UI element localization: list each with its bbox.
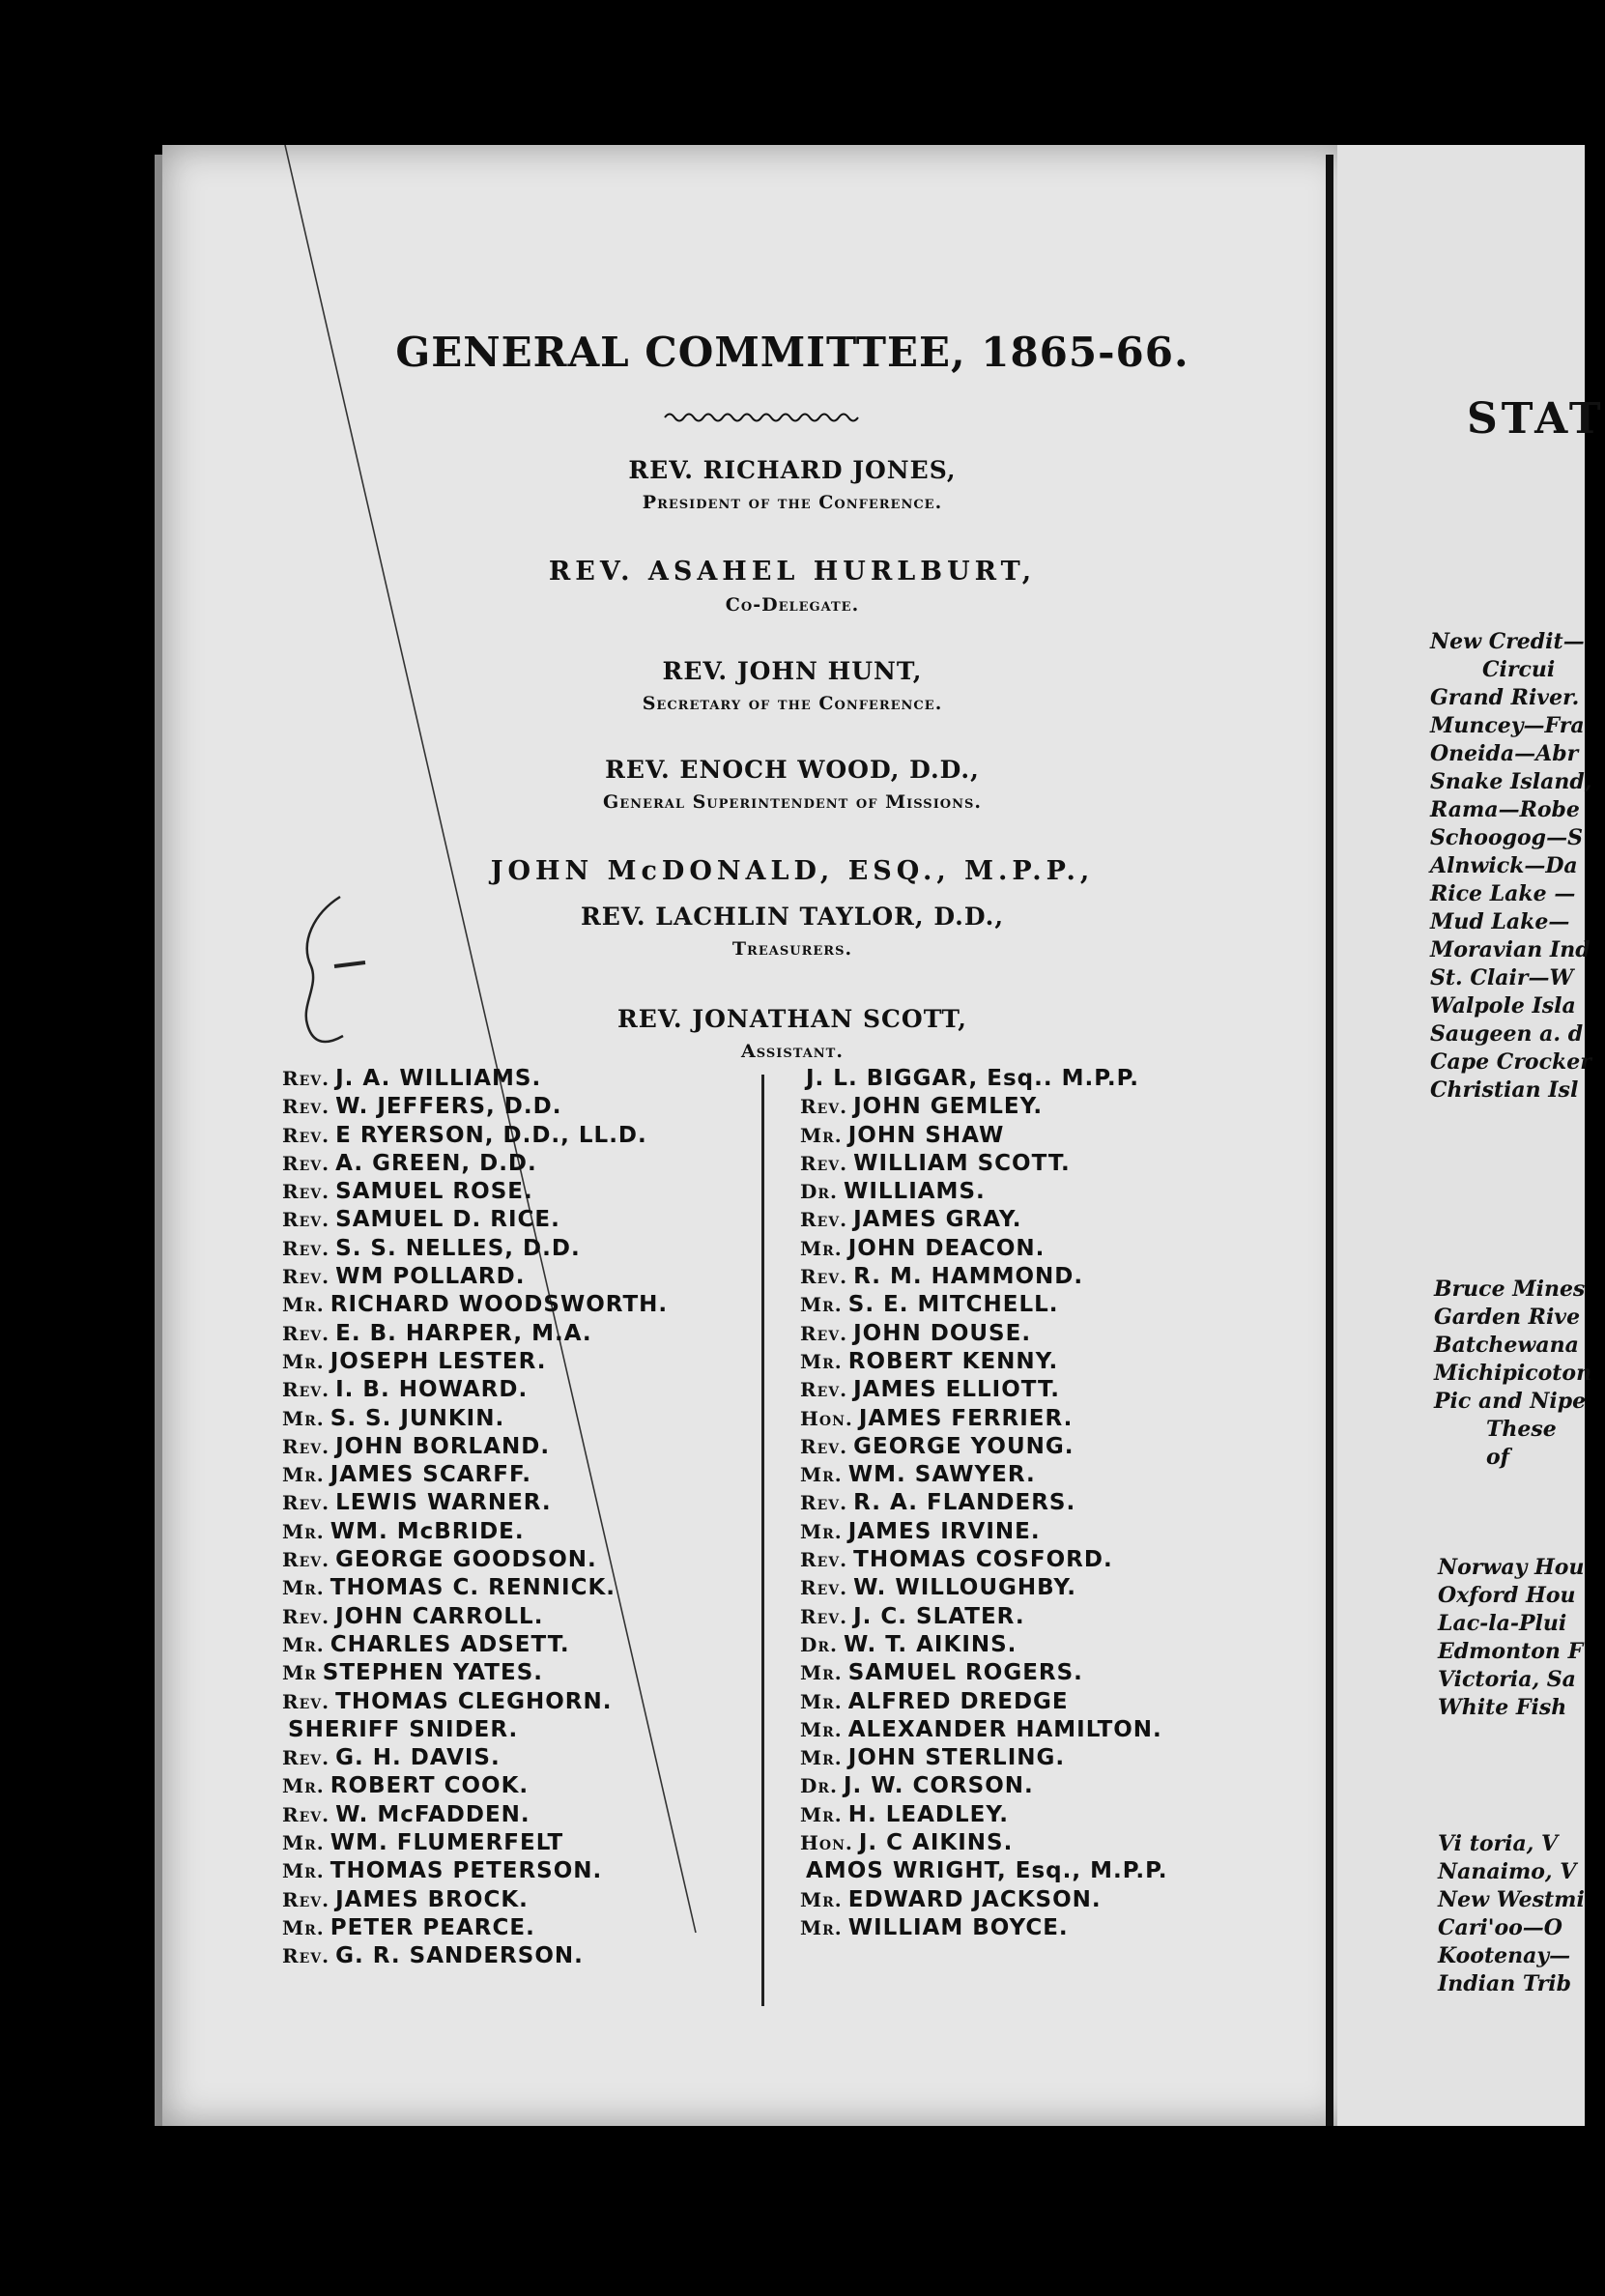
member-entry bbox=[282, 1122, 765, 1150]
member-entry bbox=[800, 1546, 1303, 1574]
member-title: Rev. bbox=[282, 1689, 330, 1713]
right-page-entry: Christian Isl bbox=[1430, 1077, 1579, 1103]
officer-role: President of the Conference. bbox=[642, 492, 943, 513]
member-title: Mr. bbox=[282, 1349, 325, 1373]
right-page-entry: Victoria, Sa bbox=[1438, 1667, 1576, 1692]
member-entry bbox=[800, 1150, 1303, 1178]
member-title: Mr. bbox=[800, 1689, 843, 1713]
member-entry bbox=[282, 1348, 765, 1376]
member-entry bbox=[282, 1744, 765, 1772]
member-name: THOMAS PETERSON. bbox=[330, 1858, 603, 1884]
member-name: ALFRED DREDGE bbox=[847, 1688, 1069, 1714]
right-page-entry: of bbox=[1486, 1445, 1510, 1470]
officer-role: Treasurers. bbox=[731, 938, 853, 960]
member-title: Rev. bbox=[282, 1746, 330, 1770]
officer-name: REV. JOHN HUNT, bbox=[662, 657, 923, 685]
member-name: SHERIFF SNIDER. bbox=[288, 1716, 519, 1742]
member-entry bbox=[282, 1829, 765, 1857]
member-entry bbox=[800, 1772, 1303, 1800]
member-name: H. LEADLEY. bbox=[847, 1801, 1009, 1827]
member-title: Mr. bbox=[800, 1746, 843, 1770]
right-page-entry: Moravian Ind bbox=[1430, 937, 1591, 962]
member-title: Mr bbox=[282, 1661, 317, 1685]
right-page-entry: Cari'oo—O bbox=[1438, 1915, 1562, 1940]
member-name: JAMES FERRIER. bbox=[858, 1405, 1074, 1431]
member-entry bbox=[282, 1206, 765, 1234]
member-entry bbox=[282, 1150, 765, 1178]
member-name: W. WILLOUGHBY. bbox=[853, 1575, 1076, 1601]
member-entry bbox=[800, 1489, 1303, 1517]
member-name: JOHN DOUSE. bbox=[853, 1320, 1032, 1346]
member-title: Rev. bbox=[800, 1434, 848, 1458]
right-page-entry: Indian Trib bbox=[1438, 1971, 1572, 1996]
right-page-entry: Alnwick—Da bbox=[1430, 853, 1578, 878]
right-page-entry: Rama—Robe bbox=[1430, 797, 1580, 822]
member-name: RICHARD WOODSWORTH. bbox=[330, 1292, 669, 1318]
member-name: R. M. HAMMOND. bbox=[853, 1264, 1084, 1290]
member-title: Mr. bbox=[282, 1774, 325, 1798]
member-title: Rev. bbox=[800, 1265, 848, 1289]
right-page-entry: Garden Rive bbox=[1434, 1305, 1581, 1330]
right-page-entry: These bbox=[1486, 1417, 1557, 1442]
member-name: AMOS WRIGHT, Esq., M.P.P. bbox=[806, 1858, 1168, 1884]
member-entry bbox=[800, 1518, 1303, 1546]
right-page-entry: Cape Crocker bbox=[1430, 1049, 1591, 1075]
right-page-entry: Grand River. bbox=[1430, 685, 1580, 710]
member-title: Rev. bbox=[800, 1491, 848, 1515]
member-title: Mr. bbox=[282, 1859, 325, 1883]
member-entry bbox=[800, 1744, 1303, 1772]
member-title: Mr. bbox=[800, 1236, 843, 1260]
member-title: Rev. bbox=[282, 1887, 330, 1911]
member-title: Rev. bbox=[800, 1604, 848, 1628]
member-name: WM. SAWYER. bbox=[847, 1462, 1036, 1488]
right-page-entry: Lac-la-Plui bbox=[1438, 1611, 1567, 1636]
member-name: ROBERT COOK. bbox=[330, 1773, 530, 1799]
member-name: WILLIAM BOYCE. bbox=[847, 1914, 1069, 1940]
right-page-entry: Rice Lake — bbox=[1430, 881, 1576, 906]
member-entry bbox=[800, 1235, 1303, 1263]
member-entry bbox=[282, 1631, 765, 1659]
member-name: WILLIAMS. bbox=[843, 1179, 986, 1205]
member-name: JOHN GEMLEY. bbox=[853, 1094, 1044, 1120]
member-entry bbox=[800, 1065, 1303, 1093]
member-title: Mr. bbox=[282, 1293, 325, 1317]
member-entry bbox=[800, 1178, 1303, 1206]
member-name: JOSEPH LESTER. bbox=[330, 1348, 547, 1374]
member-title: Mr. bbox=[282, 1463, 325, 1487]
member-name: W. T. AIKINS. bbox=[843, 1631, 1017, 1657]
member-name: JOHN DEACON. bbox=[847, 1235, 1046, 1261]
member-title: Dr. bbox=[800, 1774, 838, 1798]
member-title: Rev. bbox=[800, 1576, 848, 1600]
member-name: JAMES SCARFF. bbox=[330, 1462, 532, 1488]
member-entry bbox=[800, 1291, 1303, 1319]
member-entry bbox=[800, 1263, 1303, 1291]
member-name: J. C AIKINS. bbox=[858, 1830, 1014, 1856]
officer-name: REV. ENOCH WOOD, D.D., bbox=[605, 756, 980, 784]
member-name: W. JEFFERS, D.D. bbox=[335, 1094, 562, 1120]
member-entry bbox=[282, 1886, 765, 1914]
member-name: JOHN CARROLL. bbox=[335, 1603, 544, 1629]
member-entry bbox=[282, 1235, 765, 1263]
member-entry bbox=[800, 1914, 1303, 1942]
member-entry bbox=[282, 1574, 765, 1602]
member-entry bbox=[282, 1801, 765, 1829]
member-name: EDWARD JACKSON. bbox=[847, 1886, 1102, 1912]
member-name: LEWIS WARNER. bbox=[335, 1490, 552, 1516]
member-name: J. L. BIGGAR, Esq.. M.P.P. bbox=[806, 1066, 1139, 1091]
member-title: Rev. bbox=[800, 1548, 848, 1572]
right-page-entry: Michipicoton bbox=[1434, 1361, 1592, 1386]
member-title: Mr. bbox=[800, 1123, 843, 1147]
right-page-entry: Batchewana bbox=[1434, 1333, 1579, 1358]
member-title: Rev. bbox=[282, 1265, 330, 1289]
right-page-entry: Saugeen a. d bbox=[1430, 1021, 1584, 1047]
member-name: JAMES ELLIOTT. bbox=[853, 1377, 1060, 1403]
member-title: Rev. bbox=[282, 1944, 330, 1968]
member-name: JOHN SHAW bbox=[847, 1122, 1005, 1148]
member-title: Mr. bbox=[800, 1349, 843, 1373]
member-title: Rev. bbox=[282, 1208, 330, 1232]
right-page-heading: STAT bbox=[1467, 394, 1605, 444]
right-page-entry: Muncey—Fra bbox=[1430, 713, 1585, 738]
member-entry bbox=[800, 1405, 1303, 1433]
member-name: PETER PEARCE. bbox=[330, 1914, 535, 1940]
member-entry bbox=[800, 1801, 1303, 1829]
member-title: Rev. bbox=[800, 1095, 848, 1119]
right-page-entry: Mud Lake— bbox=[1430, 909, 1570, 934]
members-column-left bbox=[282, 1065, 765, 1971]
member-entry bbox=[800, 1886, 1303, 1914]
member-entry bbox=[282, 1603, 765, 1631]
member-title: Dr. bbox=[800, 1632, 838, 1656]
member-title: Mr. bbox=[282, 1576, 325, 1600]
right-page-entry: White Fish bbox=[1438, 1695, 1567, 1720]
member-title: Rev. bbox=[282, 1067, 330, 1090]
member-title: Mr. bbox=[282, 1831, 325, 1855]
member-name: J. C. SLATER. bbox=[853, 1603, 1025, 1629]
member-name: E RYERSON, D.D., LL.D. bbox=[335, 1122, 647, 1148]
member-name: WM POLLARD. bbox=[335, 1264, 526, 1290]
member-entry bbox=[800, 1688, 1303, 1716]
member-entry bbox=[282, 1433, 765, 1461]
member-name: W. McFADDEN. bbox=[335, 1801, 530, 1827]
member-name: GEORGE YOUNG. bbox=[853, 1433, 1075, 1459]
member-name: J. W. CORSON. bbox=[843, 1773, 1034, 1799]
member-entry bbox=[800, 1603, 1303, 1631]
member-entry bbox=[282, 1291, 765, 1319]
member-title: Hon. bbox=[800, 1406, 853, 1430]
member-entry bbox=[282, 1489, 765, 1517]
member-entry bbox=[800, 1348, 1303, 1376]
member-name: S. E. MITCHELL. bbox=[847, 1292, 1059, 1318]
member-entry bbox=[800, 1631, 1303, 1659]
column-divider bbox=[761, 1075, 764, 2006]
officer-co-delegate bbox=[0, 557, 1585, 616]
member-title: Rev. bbox=[800, 1378, 848, 1402]
right-page-entry: New Westmi bbox=[1438, 1887, 1585, 1912]
member-title: Mr. bbox=[282, 1406, 325, 1430]
right-page-entry: Snake Island, bbox=[1430, 769, 1592, 794]
member-name: J. A. WILLIAMS. bbox=[335, 1066, 542, 1091]
member-entry bbox=[800, 1461, 1303, 1489]
page-title: GENERAL COMMITTEE, 1865-66. bbox=[395, 329, 1189, 376]
right-page-entry: Norway Hou bbox=[1438, 1555, 1585, 1580]
member-entry bbox=[282, 1716, 765, 1744]
right-page-entry: Pic and Nipe bbox=[1434, 1389, 1587, 1414]
member-title: Rev. bbox=[282, 1378, 330, 1402]
member-name: THOMAS CLEGHORN. bbox=[335, 1688, 613, 1714]
officer-role: General Superintendent of Missions. bbox=[603, 791, 982, 813]
right-page-entry: St. Clair—W bbox=[1430, 965, 1574, 990]
member-entry bbox=[800, 1829, 1303, 1857]
member-name: ALEXANDER HAMILTON. bbox=[847, 1716, 1162, 1742]
members-column-right bbox=[800, 1065, 1303, 1942]
member-entry bbox=[282, 1320, 765, 1348]
member-title: Rev. bbox=[282, 1491, 330, 1515]
member-title: Mr. bbox=[800, 1887, 843, 1911]
member-name: JAMES IRVINE. bbox=[847, 1518, 1041, 1544]
officer-name: JOHN McDONALD, ESQ., M.P.P., bbox=[490, 856, 1095, 886]
member-entry bbox=[282, 1688, 765, 1716]
member-name: G. R. SANDERSON. bbox=[335, 1943, 584, 1969]
member-name: SAMUEL ROGERS. bbox=[847, 1660, 1083, 1686]
member-name: E. B. HARPER, M.A. bbox=[335, 1320, 592, 1346]
member-entry bbox=[800, 1433, 1303, 1461]
member-name: CHARLES ADSETT. bbox=[330, 1631, 570, 1657]
member-title: Rev. bbox=[282, 1180, 330, 1204]
member-title: Rev. bbox=[282, 1095, 330, 1119]
officer-role: Assistant. bbox=[741, 1041, 844, 1062]
member-name: I. B. HOWARD. bbox=[335, 1377, 529, 1403]
officer-name: REV. LACHLIN TAYLOR, D.D., bbox=[580, 903, 1005, 931]
member-title: Rev. bbox=[800, 1151, 848, 1175]
member-title: Mr. bbox=[800, 1915, 843, 1939]
member-title: Rev. bbox=[282, 1321, 330, 1345]
member-entry bbox=[282, 1857, 765, 1885]
member-name: GEORGE GOODSON. bbox=[335, 1547, 597, 1573]
member-title: Mr. bbox=[282, 1519, 325, 1543]
right-page-entry: Walpole Isla bbox=[1430, 993, 1576, 1019]
member-name: WILLIAM SCOTT. bbox=[853, 1150, 1071, 1176]
officer-treasurer-1 bbox=[0, 856, 1585, 886]
right-page-entry: Bruce Mines bbox=[1434, 1277, 1586, 1302]
member-name: JOHN STERLING. bbox=[847, 1745, 1066, 1771]
member-entry bbox=[282, 1376, 765, 1404]
officer-treasurer-2 bbox=[0, 903, 1585, 960]
member-entry bbox=[282, 1772, 765, 1800]
member-entry bbox=[282, 1263, 765, 1291]
member-name: THOMAS COSFORD. bbox=[853, 1547, 1113, 1573]
member-entry bbox=[282, 1914, 765, 1942]
member-entry bbox=[800, 1320, 1303, 1348]
right-page-entry: Circui bbox=[1482, 657, 1556, 682]
member-title: Mr. bbox=[800, 1463, 843, 1487]
member-name: WM. McBRIDE. bbox=[330, 1518, 525, 1544]
member-name: JAMES GRAY. bbox=[853, 1207, 1022, 1233]
member-title: Mr. bbox=[282, 1915, 325, 1939]
officer-superintendent bbox=[0, 756, 1585, 813]
member-name: SAMUEL D. RICE. bbox=[335, 1207, 560, 1233]
member-title: Dr. bbox=[800, 1180, 838, 1204]
member-name: S. S. NELLES, D.D. bbox=[335, 1235, 581, 1261]
member-name: JOHN BORLAND. bbox=[335, 1433, 551, 1459]
member-entry bbox=[800, 1206, 1303, 1234]
member-title: Mr. bbox=[800, 1519, 843, 1543]
member-title: Mr. bbox=[282, 1632, 325, 1656]
title-ornament bbox=[665, 410, 858, 425]
member-entry bbox=[800, 1574, 1303, 1602]
member-name: ROBERT KENNY. bbox=[847, 1348, 1059, 1374]
member-title: Mr. bbox=[800, 1717, 843, 1741]
member-title: Rev. bbox=[282, 1604, 330, 1628]
member-name: STEPHEN YATES. bbox=[322, 1660, 543, 1686]
member-title: Rev. bbox=[282, 1236, 330, 1260]
member-entry bbox=[282, 1065, 765, 1093]
member-entry bbox=[282, 1093, 765, 1121]
member-title: Mr. bbox=[800, 1802, 843, 1826]
member-name: WM. FLUMERFELT bbox=[330, 1830, 564, 1856]
member-title: Rev. bbox=[282, 1548, 330, 1572]
member-title: Mr. bbox=[800, 1661, 843, 1685]
member-entry bbox=[282, 1518, 765, 1546]
right-page-entry: Nanaimo, V bbox=[1438, 1859, 1577, 1884]
member-title: Rev. bbox=[282, 1151, 330, 1175]
member-name: SAMUEL ROSE. bbox=[335, 1179, 533, 1205]
member-title: Hon. bbox=[800, 1831, 853, 1855]
member-title: Mr. bbox=[800, 1293, 843, 1317]
member-name: S. S. JUNKIN. bbox=[330, 1405, 505, 1431]
officer-secretary bbox=[0, 657, 1585, 714]
right-page-entry: Oxford Hou bbox=[1438, 1583, 1576, 1608]
member-entry bbox=[800, 1857, 1303, 1885]
member-title: Rev. bbox=[282, 1802, 330, 1826]
member-name: G. H. DAVIS. bbox=[335, 1745, 501, 1771]
member-name: JAMES BROCK. bbox=[335, 1886, 529, 1912]
member-entry bbox=[282, 1659, 765, 1687]
right-page-entry: Schoogog—S bbox=[1430, 825, 1583, 850]
member-title: Rev. bbox=[800, 1208, 848, 1232]
officer-president bbox=[0, 456, 1585, 513]
member-title: Rev. bbox=[800, 1321, 848, 1345]
right-page-entry: Edmonton F bbox=[1438, 1639, 1584, 1664]
officer-role: Co-Delegate. bbox=[725, 594, 860, 616]
officer-assistant bbox=[0, 1005, 1585, 1062]
right-page-entry: Oneida—Abr bbox=[1430, 741, 1579, 766]
member-entry bbox=[800, 1716, 1303, 1744]
member-entry bbox=[282, 1178, 765, 1206]
member-entry bbox=[800, 1122, 1303, 1150]
member-entry bbox=[282, 1405, 765, 1433]
right-page-entry: Vi toria, V bbox=[1438, 1831, 1559, 1856]
member-entry bbox=[282, 1546, 765, 1574]
member-entry bbox=[282, 1461, 765, 1489]
member-entry bbox=[282, 1942, 765, 1970]
member-entry bbox=[800, 1659, 1303, 1687]
right-page-entry: Kootenay— bbox=[1438, 1943, 1571, 1968]
member-name: A. GREEN, D.D. bbox=[335, 1150, 537, 1176]
member-name: R. A. FLANDERS. bbox=[853, 1490, 1076, 1516]
officer-name: REV. JONATHAN SCOTT, bbox=[617, 1005, 967, 1033]
right-page-entry: New Credit— bbox=[1430, 629, 1585, 654]
officer-role: Secretary of the Conference. bbox=[642, 693, 943, 714]
member-entry bbox=[800, 1376, 1303, 1404]
officer-name: REV. ASAHEL HURLBURT, bbox=[548, 557, 1037, 587]
member-entry bbox=[800, 1093, 1303, 1121]
member-title: Rev. bbox=[282, 1434, 330, 1458]
member-title: Rev. bbox=[282, 1123, 330, 1147]
member-name: THOMAS C. RENNICK. bbox=[330, 1575, 616, 1601]
officer-name: REV. RICHARD JONES, bbox=[628, 456, 957, 484]
